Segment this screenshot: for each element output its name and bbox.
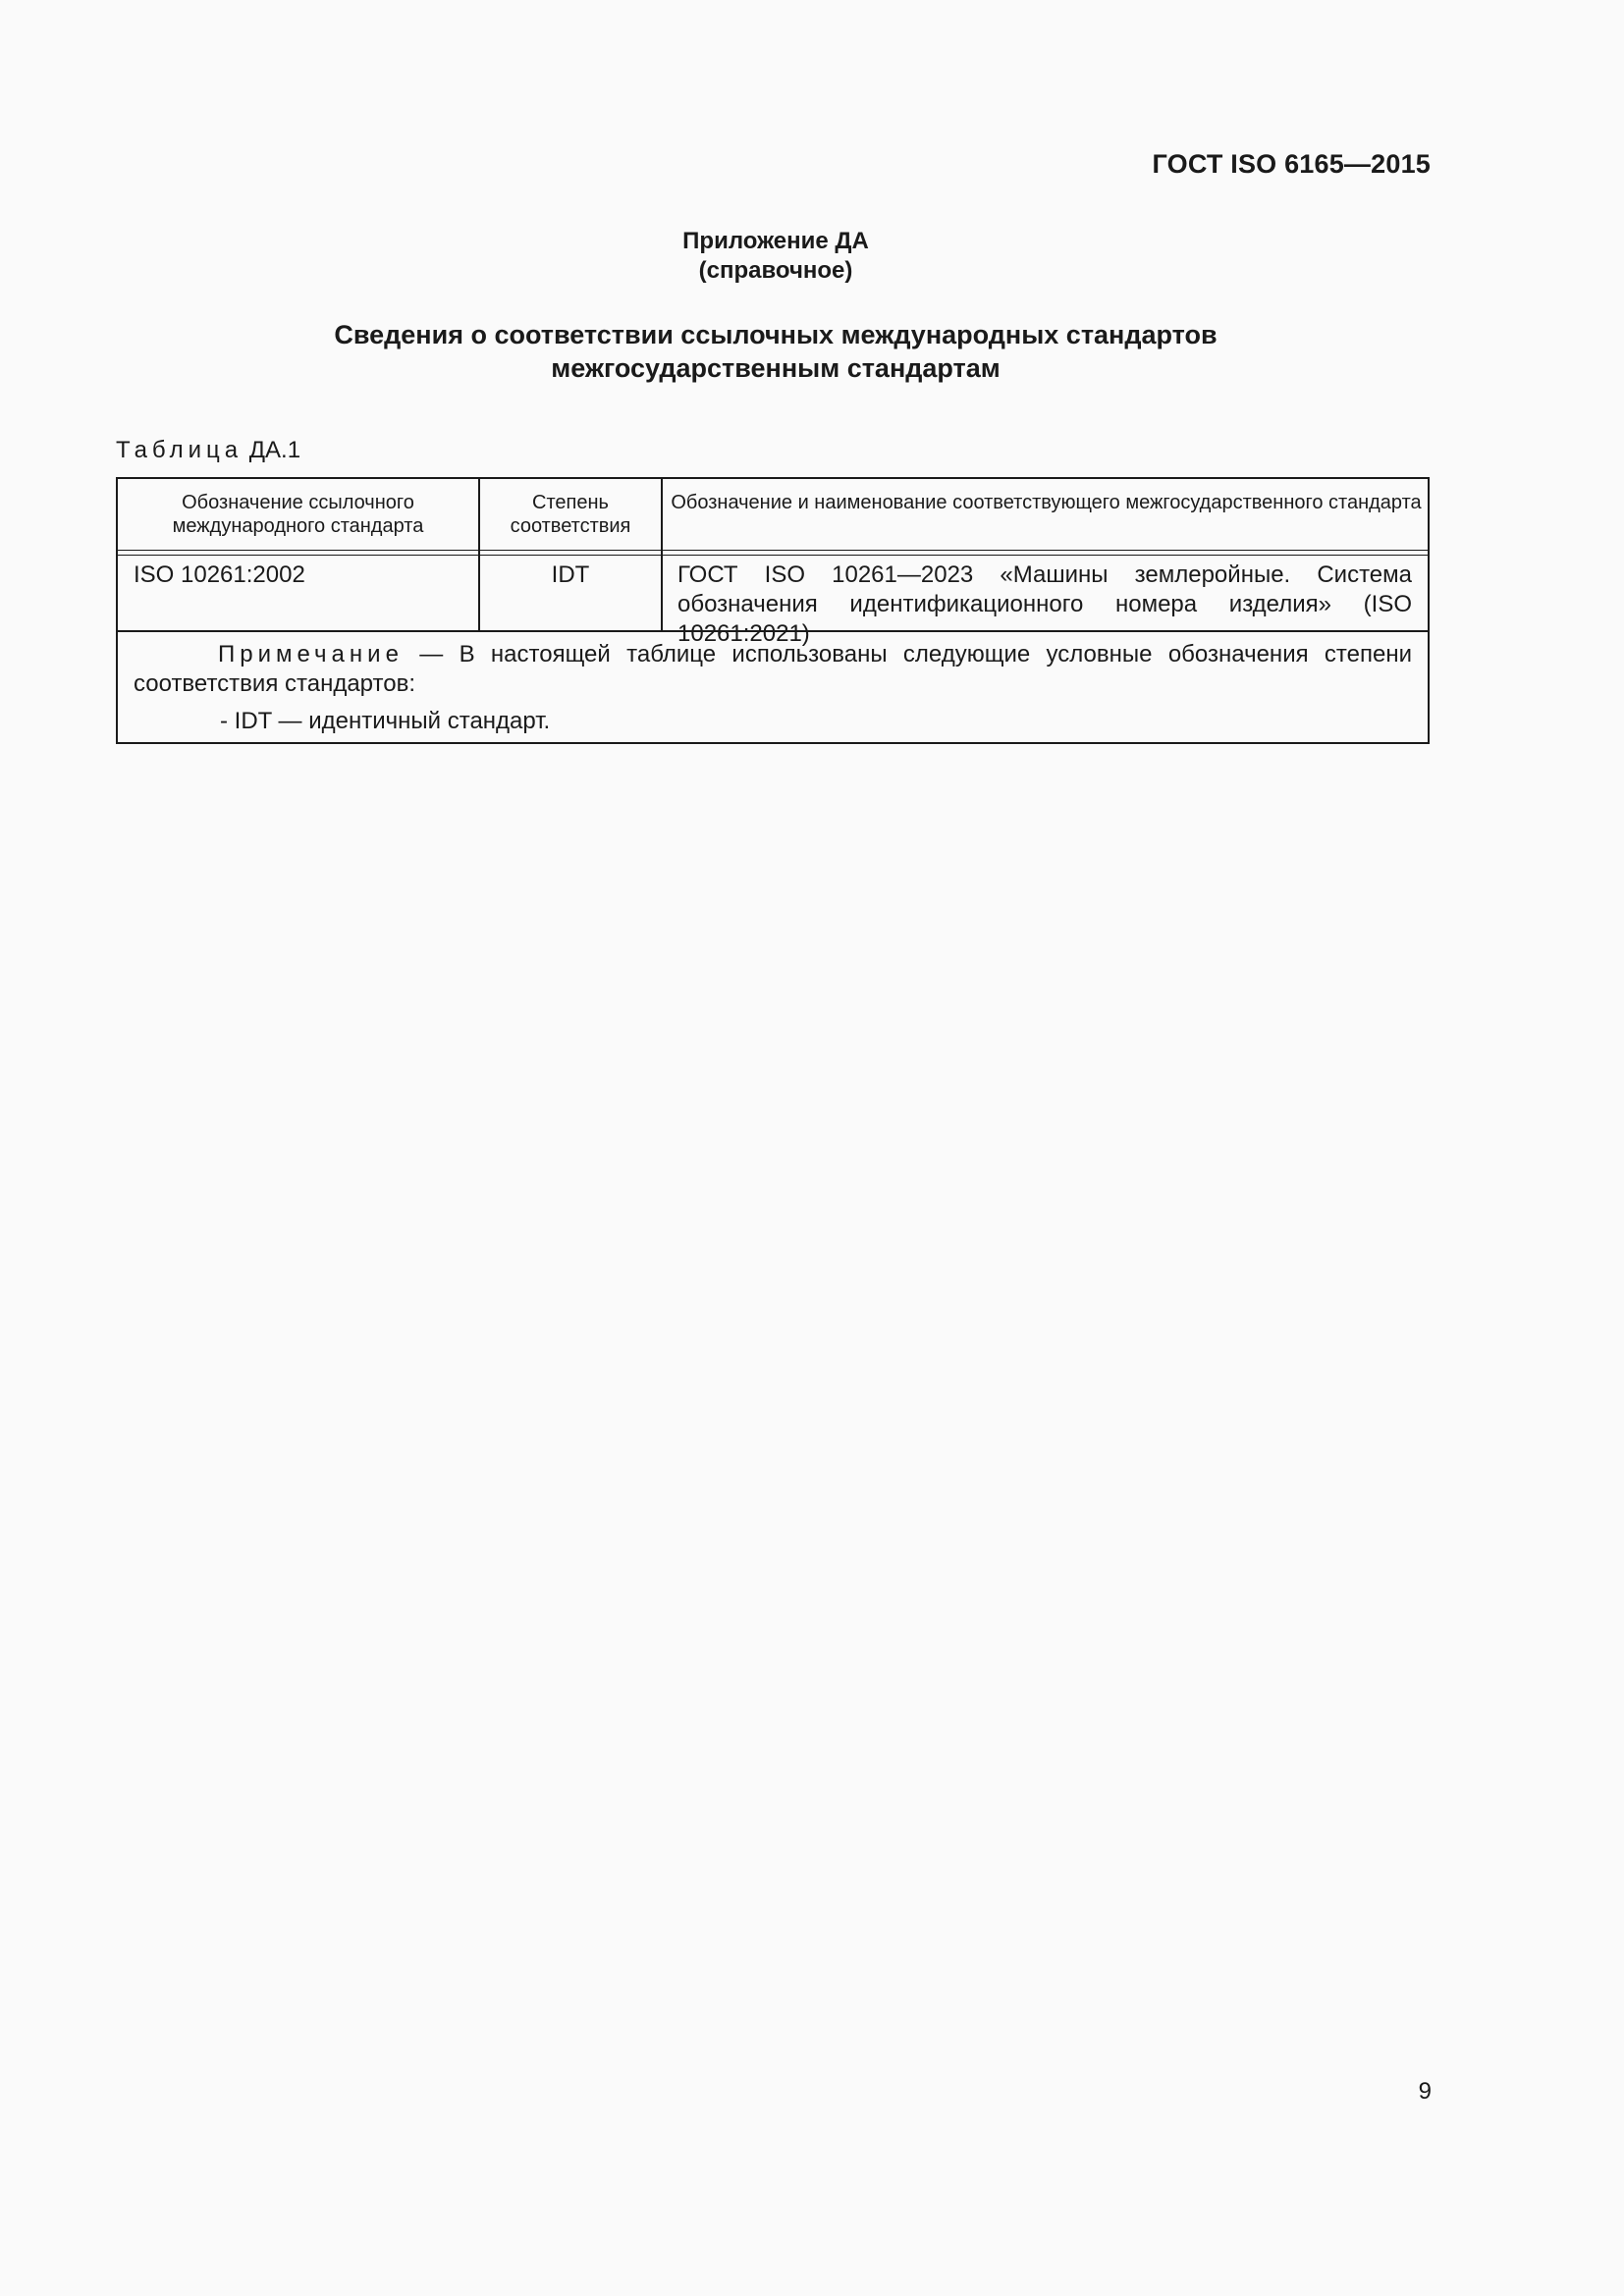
table-note-label: Примечание — [218, 641, 404, 667]
table-cell-degree: IDT — [551, 561, 590, 588]
annex-kind: (справочное) — [698, 257, 853, 284]
table-note-body: — В настоящей таблице использованы следующие условные обозначения степени соответствия стандартов: — [134, 641, 1412, 697]
header-divider — [118, 550, 1428, 556]
table-header-cell: Степень соответствия — [510, 492, 631, 537]
table-note — [134, 640, 1412, 736]
section-heading-line-2: межгосударственным стандартам — [551, 353, 1001, 383]
table-note-item: - IDT — идентичный стандарт. — [220, 708, 551, 734]
table-header-cell: Обозначение и наименование соответствующего межгосударственного стандарта — [671, 492, 1422, 513]
correspondence-table — [116, 477, 1430, 744]
section-heading-line-1: Сведения о соответствии ссылочных международных стандартов — [334, 320, 1218, 349]
table-cell-interstate-standard: ГОСТ ISO 10261—2023 «Машины землеройные. Система обозначения идентификационного номера изделия» (ISO 10261:2021) — [677, 561, 1412, 647]
table-cell-international-standard: ISO 10261:2002 — [134, 561, 305, 588]
annex-title: Приложение ДА — [682, 228, 869, 254]
page-number: 9 — [1418, 2078, 1432, 2105]
table-label — [116, 437, 300, 464]
document-code: ГОСТ ISO 6165—2015 — [1152, 149, 1431, 179]
table-header-cell: Обозначение ссылочного международного стандарта — [172, 492, 424, 537]
table-label-word: Таблица — [116, 437, 244, 463]
table-note-text — [134, 640, 1412, 699]
table-label-number: ДА.1 — [248, 437, 301, 463]
